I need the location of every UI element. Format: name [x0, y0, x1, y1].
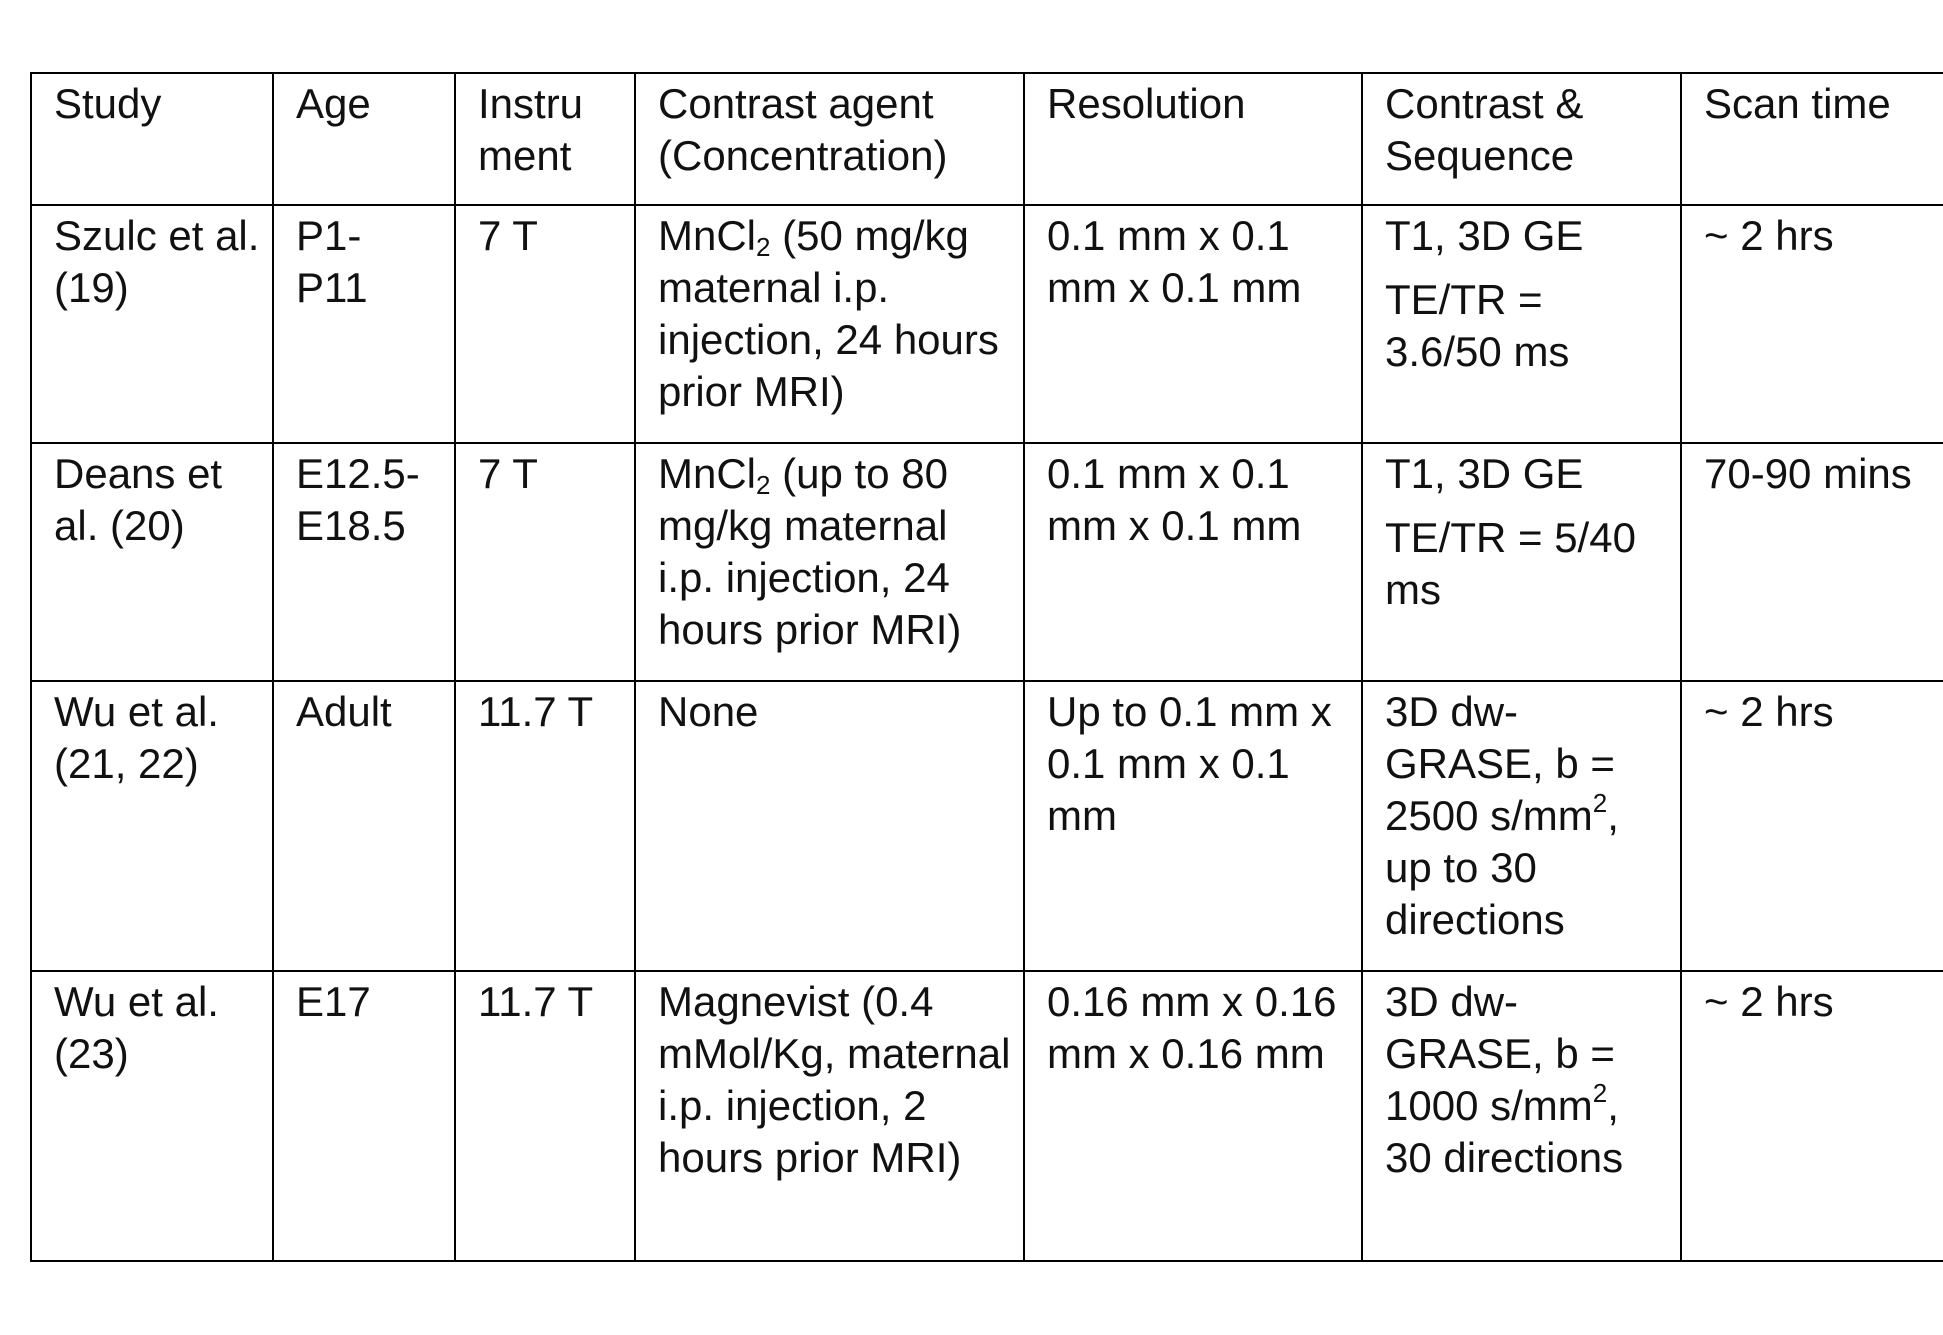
study-comparison-table — [30, 72, 1943, 1262]
sequence-cell — [1362, 971, 1681, 1261]
header-contrast-sequence: Contrast & Sequence — [1362, 73, 1681, 205]
instrument-cell: 7 T — [455, 443, 635, 681]
study-cell: Szulc et al. (19) — [31, 205, 273, 443]
resolution-cell: 0.1 mm x 0.1 mm x 0.1 mm — [1024, 443, 1362, 681]
instrument-cell: 11.7 T — [455, 681, 635, 971]
age-cell: Adult — [273, 681, 455, 971]
instrument-cell: 7 T — [455, 205, 635, 443]
scan-time-cell: ~ 2 hrs — [1681, 681, 1943, 971]
header-row — [31, 73, 1943, 205]
unit-superscript: 2 — [1592, 788, 1608, 818]
resolution-cell: 0.1 mm x 0.1 mm x 0.1 mm — [1024, 205, 1362, 443]
agent-detail: (up to 80 mg/kg maternal i.p. injection, 24 hours prior MRI) — [658, 450, 962, 653]
sequence-text: 3D dw-GRASE, b = 2500 s/mm — [1385, 688, 1615, 839]
table-row — [31, 443, 1943, 681]
header-study: Study — [31, 73, 273, 205]
sequence-line: T1, 3D GE — [1385, 450, 1584, 497]
sequence-cell — [1362, 443, 1681, 681]
sequence-cell — [1362, 681, 1681, 971]
contrast-agent-cell — [635, 443, 1024, 681]
study-cell: Wu et al. (23) — [31, 971, 273, 1261]
agent-subscript: 2 — [756, 470, 771, 500]
resolution-cell: Up to 0.1 mm x 0.1 mm x 0.1 mm — [1024, 681, 1362, 971]
agent-name: MnCl — [658, 450, 757, 497]
age-cell: E17 — [273, 971, 455, 1261]
scan-time-cell: 70-90 mins — [1681, 443, 1943, 681]
header-age: Age — [273, 73, 455, 205]
contrast-agent-cell — [635, 205, 1024, 443]
age-cell: E12.5- E18.5 — [273, 443, 455, 681]
instrument-cell: 11.7 T — [455, 971, 635, 1261]
contrast-agent-cell: Magnevist (0.4 mMol/Kg, maternal i.p. injection, 2 hours prior MRI) — [635, 971, 1024, 1261]
sequence-params: TE/TR = 3.6/50 ms — [1385, 276, 1570, 375]
contrast-agent-cell: None — [635, 681, 1024, 971]
age-cell: P1- P11 — [273, 205, 455, 443]
sequence-line: T1, 3D GE — [1385, 212, 1584, 259]
table-row — [31, 681, 1943, 971]
agent-subscript: 2 — [756, 232, 771, 262]
header-instrument: Instru ment — [455, 73, 635, 205]
table-row — [31, 205, 1943, 443]
study-cell: Wu et al. (21, 22) — [31, 681, 273, 971]
table-row — [31, 971, 1943, 1261]
sequence-text: 3D dw-GRASE, b = 1000 s/mm — [1385, 978, 1615, 1129]
unit-superscript: 2 — [1592, 1078, 1608, 1108]
header-contrast-agent: Contrast agent (Concentration) — [635, 73, 1024, 205]
header-resolution: Resolution — [1024, 73, 1362, 205]
agent-detail: (50 mg/kg maternal i.p. injection, 24 hours prior MRI) — [658, 212, 999, 415]
study-cell: Deans et al. (20) — [31, 443, 273, 681]
sequence-text-end: , up to 30 directions — [1385, 792, 1619, 943]
header-scan-time: Scan time — [1681, 73, 1943, 205]
agent-name: MnCl — [658, 212, 757, 259]
resolution-cell: 0.16 mm x 0.16 mm x 0.16 mm — [1024, 971, 1362, 1261]
sequence-cell — [1362, 205, 1681, 443]
scan-time-cell: ~ 2 hrs — [1681, 205, 1943, 443]
sequence-params: TE/TR = 5/40 ms — [1385, 514, 1636, 613]
sequence-text-end: , 30 directions — [1385, 1082, 1624, 1181]
scan-time-cell: ~ 2 hrs — [1681, 971, 1943, 1261]
